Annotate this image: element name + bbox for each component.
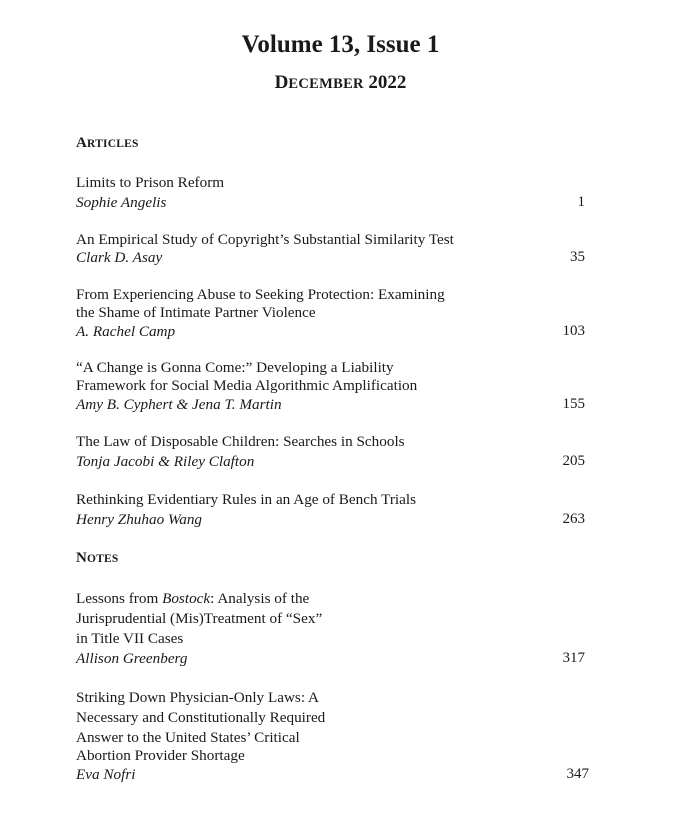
article-4-page: 155 (562, 396, 585, 412)
note-2-title-line-2[interactable]: Necessary and Constitutionally Required (76, 709, 326, 726)
note-1-title-line-3[interactable]: in Title VII Cases (76, 630, 184, 647)
article-1-author: Sophie Angelis (76, 194, 167, 211)
article-1-page: 1 (577, 194, 585, 210)
article-2-author: Clark D. Asay (76, 249, 163, 266)
note-1-author: Allison Greenberg (76, 650, 188, 667)
article-3-page: 103 (562, 323, 585, 339)
articles-heading-rest: RTICLES (87, 138, 139, 150)
issue-date (0, 72, 681, 94)
article-3-title-line-2[interactable]: the Shame of Intimate Partner Violence (76, 304, 316, 321)
notes-heading (76, 550, 119, 567)
note-1-title-line-1[interactable] (76, 590, 309, 608)
note-2-title-line-4[interactable]: Abortion Provider Shortage (76, 747, 245, 764)
article-3-title-line-1[interactable]: From Experiencing Abuse to Seeking Protection: Examining (76, 286, 445, 303)
article-5-title[interactable]: The Law of Disposable Children: Searches in Schools (76, 433, 405, 450)
note-2-author: Eva Nofri (76, 766, 136, 783)
article-4-title-line-2[interactable]: Framework for Social Media Algorithmic Amplification (76, 377, 418, 394)
article-3-author: A. Rachel Camp (76, 323, 176, 340)
note-2-page: 347 (566, 766, 589, 782)
article-5-author: Tonja Jacobi & Riley Clafton (76, 453, 255, 470)
date-year: 2022 (368, 72, 407, 93)
note-1-title-case-name: Bostock (162, 590, 211, 607)
note-1-title-post: : Analysis of the (210, 590, 310, 607)
notes-heading-rest: OTES (87, 553, 119, 565)
article-2-page: 35 (570, 249, 585, 265)
note-1-page: 317 (562, 650, 585, 666)
note-2-title-line-3[interactable]: Answer to the United States’ Critical (76, 729, 300, 746)
article-4-title-line-1[interactable]: “A Change is Gonna Come:” Developing a Liability (76, 359, 394, 376)
note-1-title-line-2[interactable]: Jurisprudential (Mis)Treatment of “Sex” (76, 610, 323, 627)
articles-heading-initial: A (76, 135, 88, 151)
date-initial: D (274, 72, 289, 93)
note-1-title-pre: Lessons from (76, 590, 163, 607)
notes-heading-initial: N (76, 550, 88, 566)
article-6-page: 263 (562, 511, 585, 527)
articles-heading (76, 135, 139, 152)
article-1-title[interactable]: Limits to Prison Reform (76, 174, 225, 191)
note-2-title-line-1[interactable]: Striking Down Physician-Only Laws: A (76, 689, 319, 706)
article-2-title[interactable]: An Empirical Study of Copyright’s Substantial Similarity Test (76, 231, 454, 248)
date-month: ECEMBER (288, 76, 364, 92)
article-6-author: Henry Zhuhao Wang (76, 511, 203, 528)
article-4-author: Amy B. Cyphert & Jena T. Martin (76, 396, 282, 413)
article-5-page: 205 (562, 453, 585, 469)
article-6-title[interactable]: Rethinking Evidentiary Rules in an Age of Bench Trials (76, 491, 416, 508)
volume-title: Volume 13, Issue 1 (241, 31, 440, 58)
